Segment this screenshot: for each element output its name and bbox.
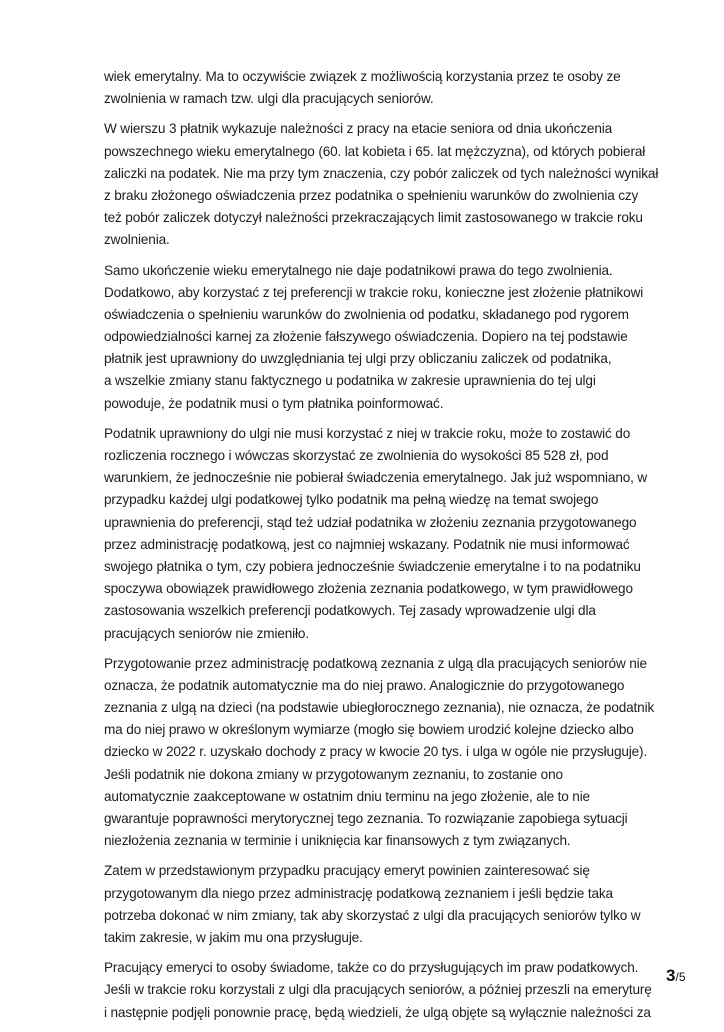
text-line: odpowiedzialności karnej za złożenie fałszywego oświadczenia. Dopiero na tej podstawie [104,329,628,345]
paragraph [104,653,664,853]
text-line: spoczywa obowiązek prawidłowego złożenia zeznania podatkowego, w tym prawidłowego [104,581,633,597]
text-line: Zatem w przedstawionym przypadku pracujący emeryt powinien zainteresować się [104,863,590,879]
text-line: przygotowanym dla niego przez administrację podatkową zeznaniem i jeśli będzie taka [104,885,613,901]
text-line: swojego płatnika o tym, czy pobiera jednocześnie świadczenie emerytalne i to na podatniku [104,558,641,574]
page-separator: / [675,970,679,984]
text-line: przez administrację podatkową, jest co najmniej wskazany. Podatnik nie musi informować [104,536,630,552]
text-line: powoduje, że podatnik musi o tym płatnika poinformować. [104,395,444,411]
text-line: Pracujący emeryci to osoby świadome, także co do przysługujących im praw podatkowych. [104,960,639,976]
text-line: potrzeba dokonać w nim zmiany, tak aby skorzystać z ulgi dla pracujących seniorów tylko w [104,907,641,923]
page-current: 3 [666,966,676,985]
text-line: Jeśli podatnik nie dokona zmiany w przygotowanym zeznaniu, to zostanie ono [104,766,563,782]
paragraph [104,66,664,110]
text-line: ma do niej prawo w określonym wymiarze (mogło się bowiem urodzić kolejne dziecko albo [104,722,634,738]
text-line: rozliczenia rocznego i wówczas skorzystać ze zwolnienia do wysokości 85 528 zł, pod [104,448,609,463]
text-line: powszechnego wieku emerytalnego (60. lat kobieta i 65. lat mężczyzna), od których pobierał [104,143,646,159]
text-line: pracujących seniorów nie zmieniło. [104,625,309,641]
text-line: też pobór zaliczek dotyczył należności przekraczających limit zastosowanego w trakcie roku [104,210,643,226]
text-line: Podatnik uprawniony do ulgi nie musi korzystać z niej w trakcie roku, może to zostawić do [104,425,631,441]
text-line: wiek emerytalny. Ma to oczywiście związek z możliwością korzystania przez te osoby ze [104,69,621,84]
text-line: takim zakresie, w jakim mu ona przysługuje. [104,929,363,945]
page-number [666,966,686,986]
text-line: dziecko w 2022 r. uzyskało dochody z pracy w kwocie 20 tys. i ulga w ogóle nie przysługuje). [104,744,648,760]
text-line: Jeśli w trakcie roku korzystali z ulgi dla pracujących seniorów, a później przeszli na emeryturę [104,982,652,998]
text-line: przypadku każdej ulgi podatkowej tylko podatnik ma pełną wiedzę na temat swojego [104,492,599,508]
text-line: i następnie podjęli ponownie pracę, będą wiedzieli, że ulgą objęte są wyłącznie należności za [104,1004,651,1020]
text-line: automatycznie zaakceptowane w ostatnim dniu terminu na jego złożenie, ale to nie [104,788,590,804]
text-line: płatnik jest uprawniony do uwzględniania tej ulgi przy obliczaniu zaliczek od podatnika, [104,351,612,367]
text-line: zastosowania wszelkich preferencji podatkowych. Tej zasady wprowadzenie ulgi dla [104,603,596,619]
text-line: zwolnienia w ramach tzw. ulgi dla pracujących seniorów. [104,91,434,107]
text-line: zwolnienia. [104,232,170,248]
text-line: oznacza, że podatnik automatycznie ma do niej prawo. Analogicznie do przygotowanego [104,677,625,693]
text-line: warunkiem, że jednocześnie nie pobierał świadczenia emerytalnego. Jak już wspomniano, w [104,470,648,486]
text-line: zeznania z ulgą na dzieci (na podstawie ubiegłorocznego zeznania), nie oznacza, że podatnik [104,700,655,716]
text-line: Dodatkowo, aby korzystać z tej preferencji w trakcie roku, konieczne jest złożenie płatnikowi [104,284,644,300]
paragraph [104,860,664,949]
text-line: zaliczki na podatek. Nie ma przy tym znaczenia, czy pobór zaliczek od tych należności wynikał [104,165,659,181]
text-line: niezłożenia zeznania w terminie i uniknięcia kar finansowych z tym związanych. [104,833,571,849]
text-line: oświadczenia o spełnieniu warunków do zwolnienia od podatku, składanego pod rygorem [104,306,629,322]
text-line: z braku złożonego oświadczenia przez podatnika o spełnieniu warunków do zwolnienia czy [104,187,639,203]
text-line: Samo ukończenie wieku emerytalnego nie daje podatnikowi prawa do tego zwolnienia. [104,262,613,278]
text-line: Przygotowanie przez administrację podatkową zeznania z ulgą dla pracujących seniorów nie [104,655,647,671]
document-body [104,66,664,1032]
page-total: 5 [678,970,686,984]
text-line: gwarantuje poprawności merytorycznej tego zeznania. To rozwiązanie zapobiega sytuacji [104,811,628,826]
paragraph [104,260,664,415]
paragraph [104,957,664,1024]
paragraph [104,118,664,251]
text-line: a wszelkie zmiany stanu faktycznego u podatnika w zakresie uprawnienia do tej ulgi [104,373,596,389]
text-line: uprawnienia do preferencji, stąd też udział podatnika w złożeniu zeznania przygotowanego [104,514,637,530]
text-line: W wierszu 3 płatnik wykazuje należności z pracy na etacie seniora od dnia ukończenia [104,121,613,137]
paragraph [104,423,664,645]
